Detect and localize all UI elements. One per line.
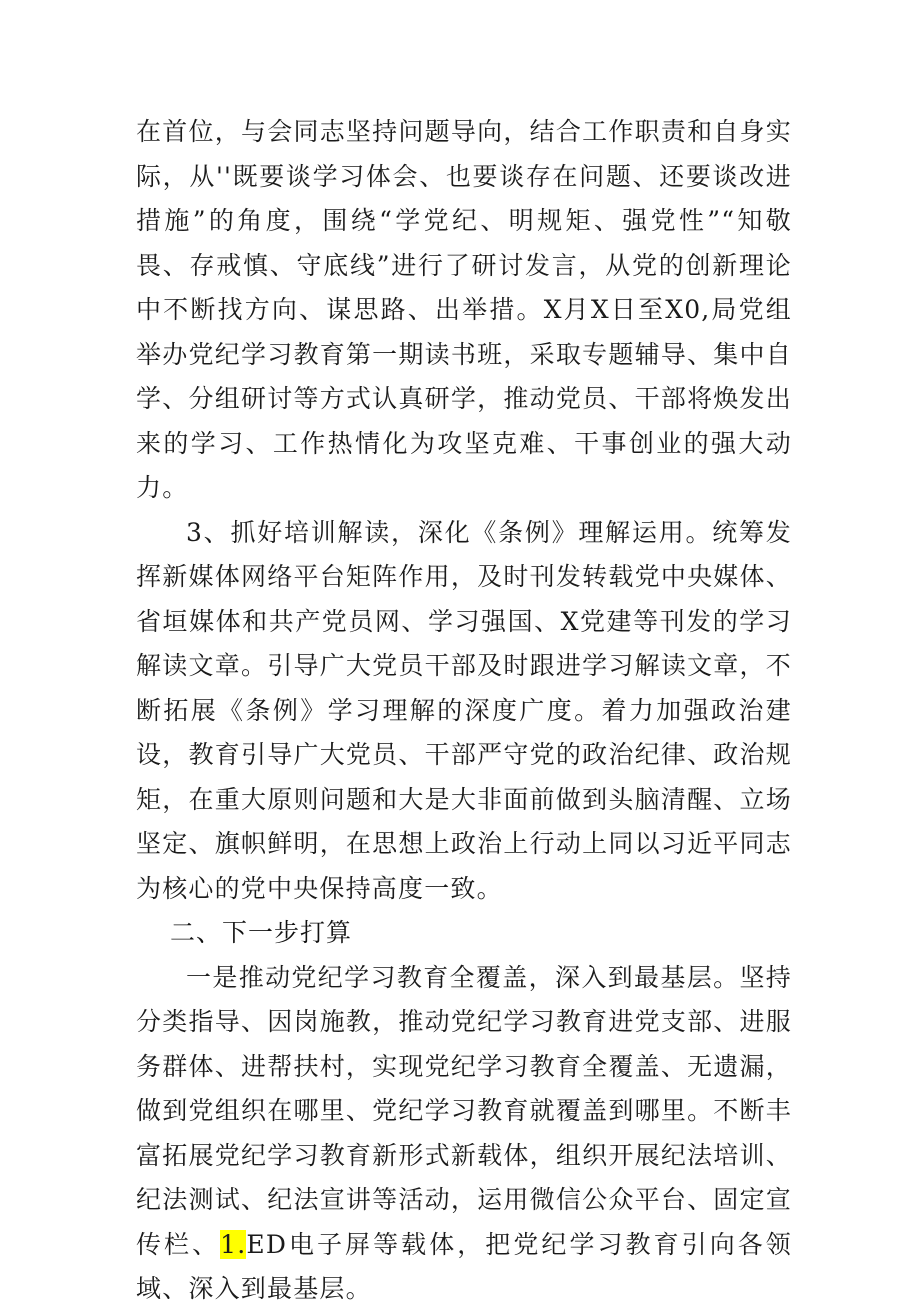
paragraph-first-plan: [136, 956, 792, 1312]
paragraph-item-3: 3、抓好培训解读，深化《条例》理解运用。统筹发挥新媒体网络平台矩阵作用，及时刊发转载党中央媒体、省垣媒体和共产党员网、学习强国、X党建等刊发的学习解读文章。引导广大党员干部及时跟进学习解读文章，不断拓展《条例》学习理解的深度广度。着力加强政治建设，教育引导广大党员、干部严守党的政治纪律、政治规矩，在重大原则问题和大是大非面前做到头脑清醒、立场坚定、旗帜鲜明，在思想上政治上行动上同以习近平同志为核心的党中央保持高度一致。: [136, 517, 792, 903]
document-body: [136, 110, 792, 1312]
paragraph-continuation: 在首位，与会同志坚持问题导向，结合工作职责和自身实际，从''既要谈学习体会、也要谈存在问题、还要谈改进措施”的角度，围绕“学党纪、明规矩、强党性”“知敬畏、存戒慎、守底线”进行了研讨发言，从党的创新理论中不断找方向、谋思路、出举措。X月X日至X0,局党组举办党纪学习教育第一期读书班，采取专题辅导、集中自学、分组研讨等方式认真研学，推动党员、干部将焕发出来的学习、工作热情化为攻坚克难、干事创业的强大动力。: [136, 117, 792, 502]
paragraph-text-after-highlight: ED电子屏等载体，把党纪学习教育引向各领域、深入到最基层。: [136, 1229, 792, 1303]
highlighted-text: 1.: [220, 1229, 247, 1259]
section-heading-next-steps: 二、下一步打算: [170, 918, 353, 947]
paragraph-text-before-highlight: 一是推动党纪学习教育全覆盖，深入到最基层。坚持分类指导、因岗施教，推动党纪学习教育进党支部、进服务群体、进帮扶村，实现党纪学习教育全覆盖、无遗漏，做到党组织在哪里、党纪学习教育就覆盖到哪里。不断丰富拓展党纪学习教育新形式新载体，组织开展纪法培训、纪法测试、纪法宣讲等活动，运用微信公众平台、固定宣传栏、: [136, 962, 792, 1259]
